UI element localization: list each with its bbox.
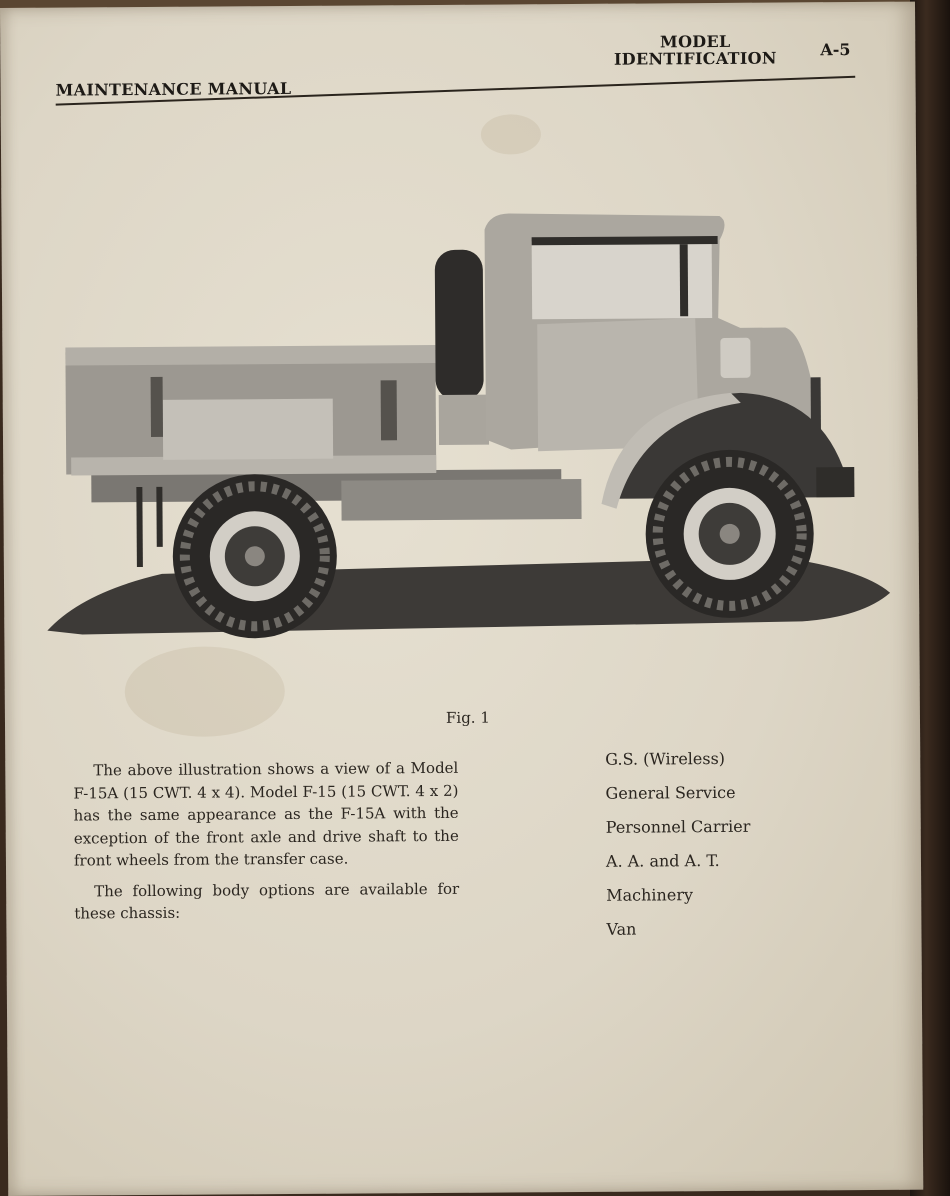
- figure-caption: Fig. 1: [445, 708, 490, 727]
- description-paragraph: The above illustration shows a view of a Model F-15A (15 CWT. 4 x 4). Model F-15 (15 CWT. 4 x 2) has the same appearance as the F-15A with the exception of the front axle and drive shaft to the front wheels from the transfer case.: [73, 758, 459, 870]
- manual-page: [0, 2, 923, 1196]
- truck-photo: [39, 197, 892, 643]
- body-option-item: A. A. and A. T.: [605, 850, 720, 871]
- body-option-item: Personnel Carrier: [605, 816, 751, 837]
- body-option-item: Machinery: [606, 885, 694, 905]
- header-section-line1: MODEL: [659, 31, 731, 52]
- body-option-item: General Service: [605, 782, 736, 803]
- paper-stain: [481, 114, 541, 154]
- header-section-line2: IDENTIFICATION: [613, 48, 777, 69]
- body-options-list: [605, 747, 751, 952]
- options-intro-paragraph: The following body options are available for these chassis:: [74, 879, 460, 923]
- body-option-item: G.S. (Wireless): [605, 748, 726, 769]
- header-section-title: [600, 32, 790, 67]
- body-option-item: Van: [606, 919, 637, 939]
- paper-stain: [124, 646, 285, 737]
- header-manual-title: MAINTENANCE MANUAL: [55, 78, 292, 100]
- page-number: A-5: [820, 40, 851, 60]
- description-column: [73, 757, 459, 933]
